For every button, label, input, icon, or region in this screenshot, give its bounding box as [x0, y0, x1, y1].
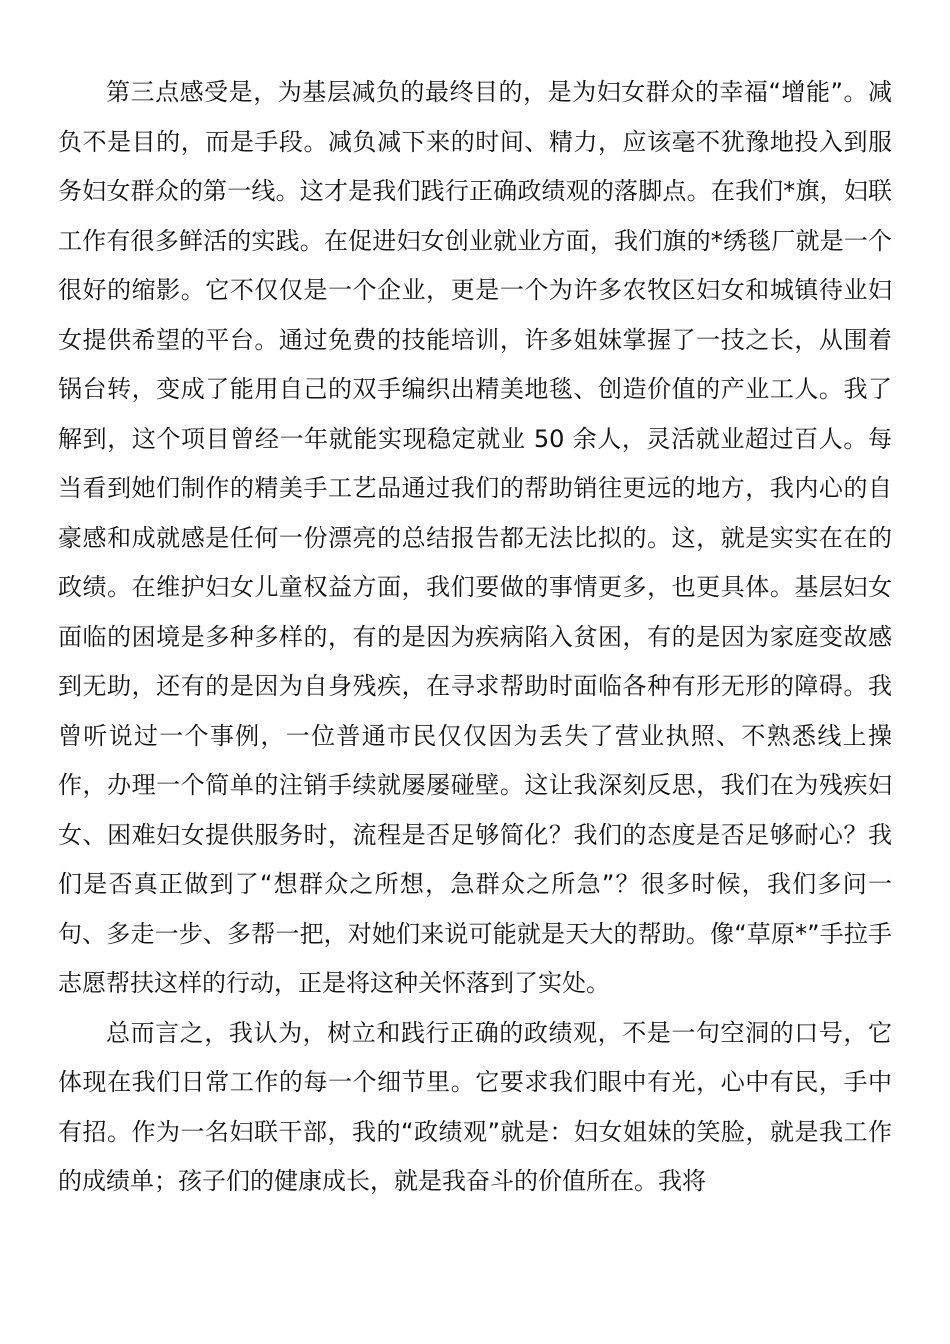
paragraph-summary: 总而言之，我认为，树立和践行正确的政绩观，不是一句空洞的口号，它体现在我们日常工作的每一个细节里。它要求我们眼中有光，心中有民，手中有招。作为一名妇联干部，我的“政绩观”就是：妇女姐妹的笑脸，就是我工作的成绩单；孩子们的健康成长，就是我奋斗的价值所在。我将 [58, 1018, 892, 1195]
paragraph-third-point: 第三点感受是，为基层减负的最终目的，是为妇女群众的幸福“增能”。减负不是目的，而是手段。减负减下来的时间、精力，应该毫不犹豫地投入到服务妇女群众的第一线。这才是我们践行正确政绩观的落脚点。在我们*旗，妇联工作有很多鲜活的实践。在促进妇女创业就业方面，我们旗的*绣毯厂就是一个很好的缩影。它不仅仅是一个企业，更是一个为许多农牧区妇女和城镇待业妇女提供希望的平台。通过免费的技能培训，许多姐妹掌握了一技之长，从围着锅台转，变成了能用自己的双手编织出精美地毯、创造价值的产业工人。我了解到，这个项目曾经一年就能实现稳定就业 50 余人，灵活就业超过百人。每当看到她们制作的精美手工艺品通过我们的帮助销往更远的地方，我内心的自豪感和成就感是任何一份漂亮的总结报告都无法比拟的。这，就是实实在在的政绩。在维护妇女儿童权益方面，我们要做的事情更多，也更具体。基层妇女面临的困境是多种多样的，有的是因为疾病陷入贫困，有的是因为家庭变故感到无助，还有的是因为自身残疾，在寻求帮助时面临各种有形无形的障碍。我曾听说过一个事例，一位普通市民仅仅因为丢失了营业执照、不熟悉线上操作，办理一个简单的注销手续就屡屡碰壁。这让我深刻反思，我们在为残疾妇女、困难妇女提供服务时，流程是否足够简化？我们的态度是否足够耐心？我们是否真正做到了“想群众之所想，急群众之所急”？很多时候，我们多问一句、多走一步、多帮一把，对她们来说可能就是天大的帮助。像“草原*”手拉手志愿帮扶这样的行动，正是将这种关怀落到了实处。 [58, 78, 892, 997]
body-text [58, 68, 892, 1207]
